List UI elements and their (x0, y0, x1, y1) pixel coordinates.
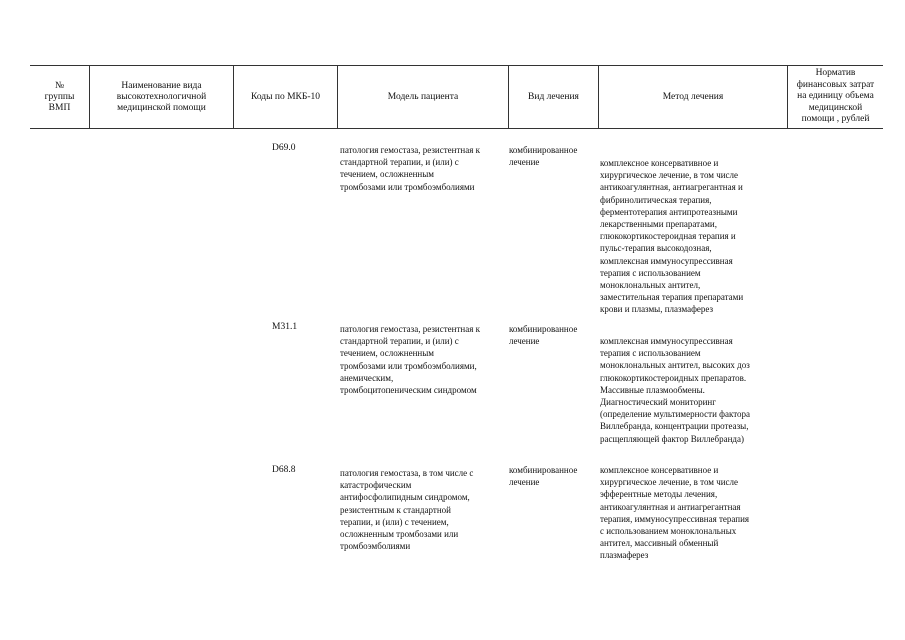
row-treatment-type: комбинированное лечение (509, 465, 578, 488)
row-icd-code: D69.0 (272, 143, 296, 153)
row-patient-model: патология гемостаза, резистентная к стандартной терапии, и (или) с течением, осложненным тромбозами или тромбоэмболиями (340, 145, 480, 192)
header-icd-codes-text: Коды по МКБ-10 (250, 91, 321, 102)
header-treatment-method-text: Метод лечения (662, 91, 724, 102)
header-treatment-method (599, 66, 787, 128)
row-treatment-type: комбинированное лечение (509, 145, 578, 168)
row-patient-model: патология гемостаза, в том числе с катастрофическим антифосфолипидным синдромом, резистентным к стандартной терапии, и (или) с течением, осложненным тромбозами или тромбоэмболиями (340, 468, 474, 552)
row-treatment-method: комплексное консервативное и хирургическое лечение, в том числе эфферентные методы лечения, антикоагулянтная и антиагрегантная терапия, иммуносупрессивная терапия с использованием моноклональных антител, массивный обменный плазмаферез (600, 465, 750, 561)
header-icd-codes (234, 66, 337, 128)
header-patient-model-text: Модель пациента (387, 91, 459, 102)
row-icd-code: D68.8 (272, 465, 296, 475)
header-cost-standard-text: Норматив финансовых затрат на единицу объема медицинской помощи , рублей (796, 68, 875, 125)
row-treatment-method: комплексная иммуносупрессивная терапия с использованием моноклональных антител, высоких доз глюкокортикостероидных препаратов. Массивные плазмообмены. Диагностический мониторинг (определение мультимерности фактора Виллебранда, концентрации протеазы, расщепляющей фактор Виллебранда) (600, 336, 751, 444)
header-care-name-text: Наименование вида высокотехнологичной медицинской помощи (116, 80, 207, 113)
header-patient-model (338, 66, 508, 128)
header-group-number-text: № группы ВМП (44, 80, 75, 113)
header-treatment-type (509, 66, 598, 128)
header-care-name (90, 66, 233, 128)
row-treatment-method: комплексное консервативное и хирургическое лечение, в том числе антикоагулянтная, антиагрегантная и фибринолитическая терапия, ферментотерапия антипротеазными лекарственными препаратами, глюкокортикостероидная терапия и пульс-терапия высокодозная, комплексная иммуносупрессивная терапия с использованием моноклональных антител, заместительная терапия препаратами крови и плазмы, плазмаферез (600, 158, 744, 315)
header-treatment-type-text: Вид лечения (528, 91, 579, 102)
row-treatment-type: комбинированное лечение (509, 324, 578, 347)
row-patient-model: патология гемостаза, резистентная к стандартной терапии, и (или) с течением, осложненным тромбозами или тромбоэмболиями, анемическим, тромбоцитопеническим синдромом (340, 324, 480, 396)
row-icd-code: M31.1 (272, 322, 298, 332)
header-group-number (30, 66, 89, 128)
header-cost-standard (788, 66, 883, 128)
header-bottom-border (30, 128, 883, 129)
